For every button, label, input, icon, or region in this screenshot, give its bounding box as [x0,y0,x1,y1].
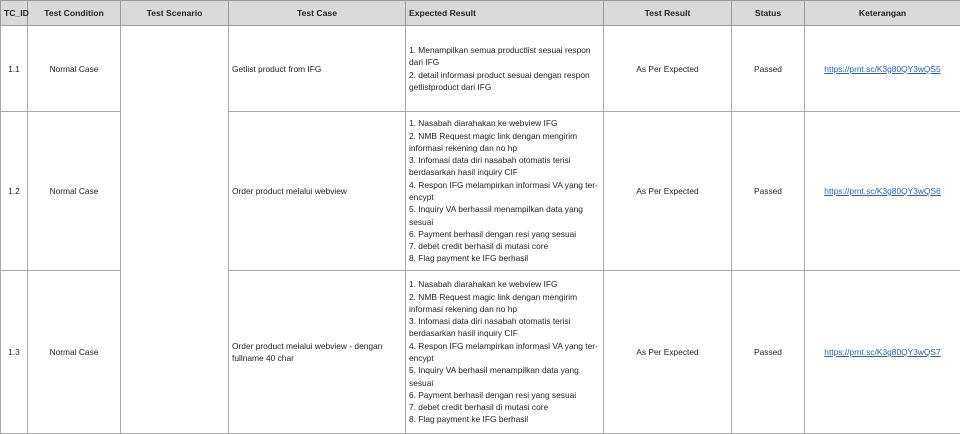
expected-line: 8. Flag payment ke IFG berhasil [409,414,529,425]
expected-line: 2. detail informasi product sesuai dengan respon [409,69,590,80]
expected-line: 1. Menampilkan semua productlist sesuai respon [409,44,591,55]
screenshot-link[interactable]: https://prnt.sc/K3g80QY3wQS7 [824,347,941,357]
cell-tc-id[interactable]: 1.3 [1,271,28,434]
cell-keterangan[interactable] [805,26,960,112]
expected-line: getlistproduct dari IFG [409,81,492,92]
expected-line: encypt [409,353,434,363]
cell-test-condition[interactable]: Normal Case [28,26,121,112]
col-header-test-case[interactable]: Test Case [229,1,406,26]
expected-line: 2. NMB Request magic link dengan mengirim [409,291,578,302]
table-row [1,26,960,112]
expected-line: 3. Infomasi data diri nasabah otomatis terisi [409,316,571,327]
expected-line: 4. Respon IFG melampirkan informasi VA yang ter- [409,179,598,190]
expected-line: 5. Inquiry VA berhasil menampilkan data yang [409,365,579,376]
cell-tc-id[interactable]: 1.2 [1,112,28,271]
col-header-tc-id[interactable]: TC_ID [1,1,28,26]
col-header-test-scenario[interactable]: Test Scenario [121,1,229,26]
cell-test-case[interactable]: Order product melalui webview [229,112,406,271]
cell-status[interactable]: Passed [732,26,805,112]
cell-test-condition[interactable]: Normal Case [28,271,121,434]
expected-line: 8. Flag payment ke IFG berhasil [409,253,529,264]
expected-line: 7. debet credit berhasil di mutasi core [409,241,549,252]
expected-line: encypt [409,192,434,202]
cell-test-case[interactable]: Getlist product from IFG [229,26,406,112]
expected-line: 2. NMB Request magic link dengan mengirim [409,130,578,141]
col-header-status[interactable]: Status [732,1,805,26]
expected-line: 1. Nasabah diarahakan ke webview IFG [409,279,558,290]
expected-line: informasi rekening dan no hp [409,142,518,153]
cell-expected-result[interactable] [406,271,604,434]
cell-expected-result[interactable] [406,112,604,271]
col-header-test-condition[interactable]: Test Condition [28,1,121,26]
expected-line: berdasarkan hasil inquiry CIF [409,167,518,178]
expected-line: sesuai [409,216,434,227]
expected-line: 1. Nasabah diarahakan ke webview IFG [409,118,558,129]
expected-line: 6. Payment berhasil dengan resi yang sesuai [409,389,577,400]
cell-expected-result[interactable] [406,26,604,112]
cell-test-condition[interactable]: Normal Case [28,112,121,271]
cell-test-case[interactable]: Order product melalui webview - dengan fullname 40 char [229,271,406,434]
screenshot-link[interactable]: https://prnt.sc/K3g80QY3wQS5 [824,63,941,74]
cell-test-scenario[interactable] [121,26,229,434]
expected-line: 5. Inquiry VA berhassil menampilkan data yang [409,204,583,215]
cell-test-result[interactable]: As Per Expected [604,26,732,112]
expected-line: informasi rekening dan no hp [409,303,518,314]
cell-tc-id[interactable]: 1.1 [1,26,28,112]
expected-line: 3. Infomasi data diri nasabah otomatis terisi [409,155,571,166]
cell-status[interactable]: Passed [732,112,805,271]
cell-test-result[interactable]: As Per Expected [604,271,732,434]
expected-line: dari IFG [409,57,440,68]
expected-line: sesuai [409,377,434,388]
header-row [1,1,960,26]
screenshot-link[interactable]: https://prnt.sc/K3g80QY3wQS6 [824,186,941,196]
cell-test-result[interactable]: As Per Expected [604,112,732,271]
expected-line: 6. Payment berhasil dengan resi yang sesuai [409,228,577,239]
cell-keterangan[interactable] [805,112,960,271]
expected-line: 4. Respon IFG melampirkan informasi VA yang ter- [409,340,598,351]
col-header-test-result[interactable]: Test Result [604,1,732,26]
expected-line: 7. debet credit berhasil di mutasi core [409,402,549,413]
expected-line: berdasarkan hasil inquiry CIF [409,328,518,339]
cell-keterangan[interactable] [805,271,960,434]
col-header-expected-result[interactable]: Expected Result [406,1,604,26]
col-header-keterangan[interactable]: Keterangan [805,1,960,26]
cell-status[interactable]: Passed [732,271,805,434]
